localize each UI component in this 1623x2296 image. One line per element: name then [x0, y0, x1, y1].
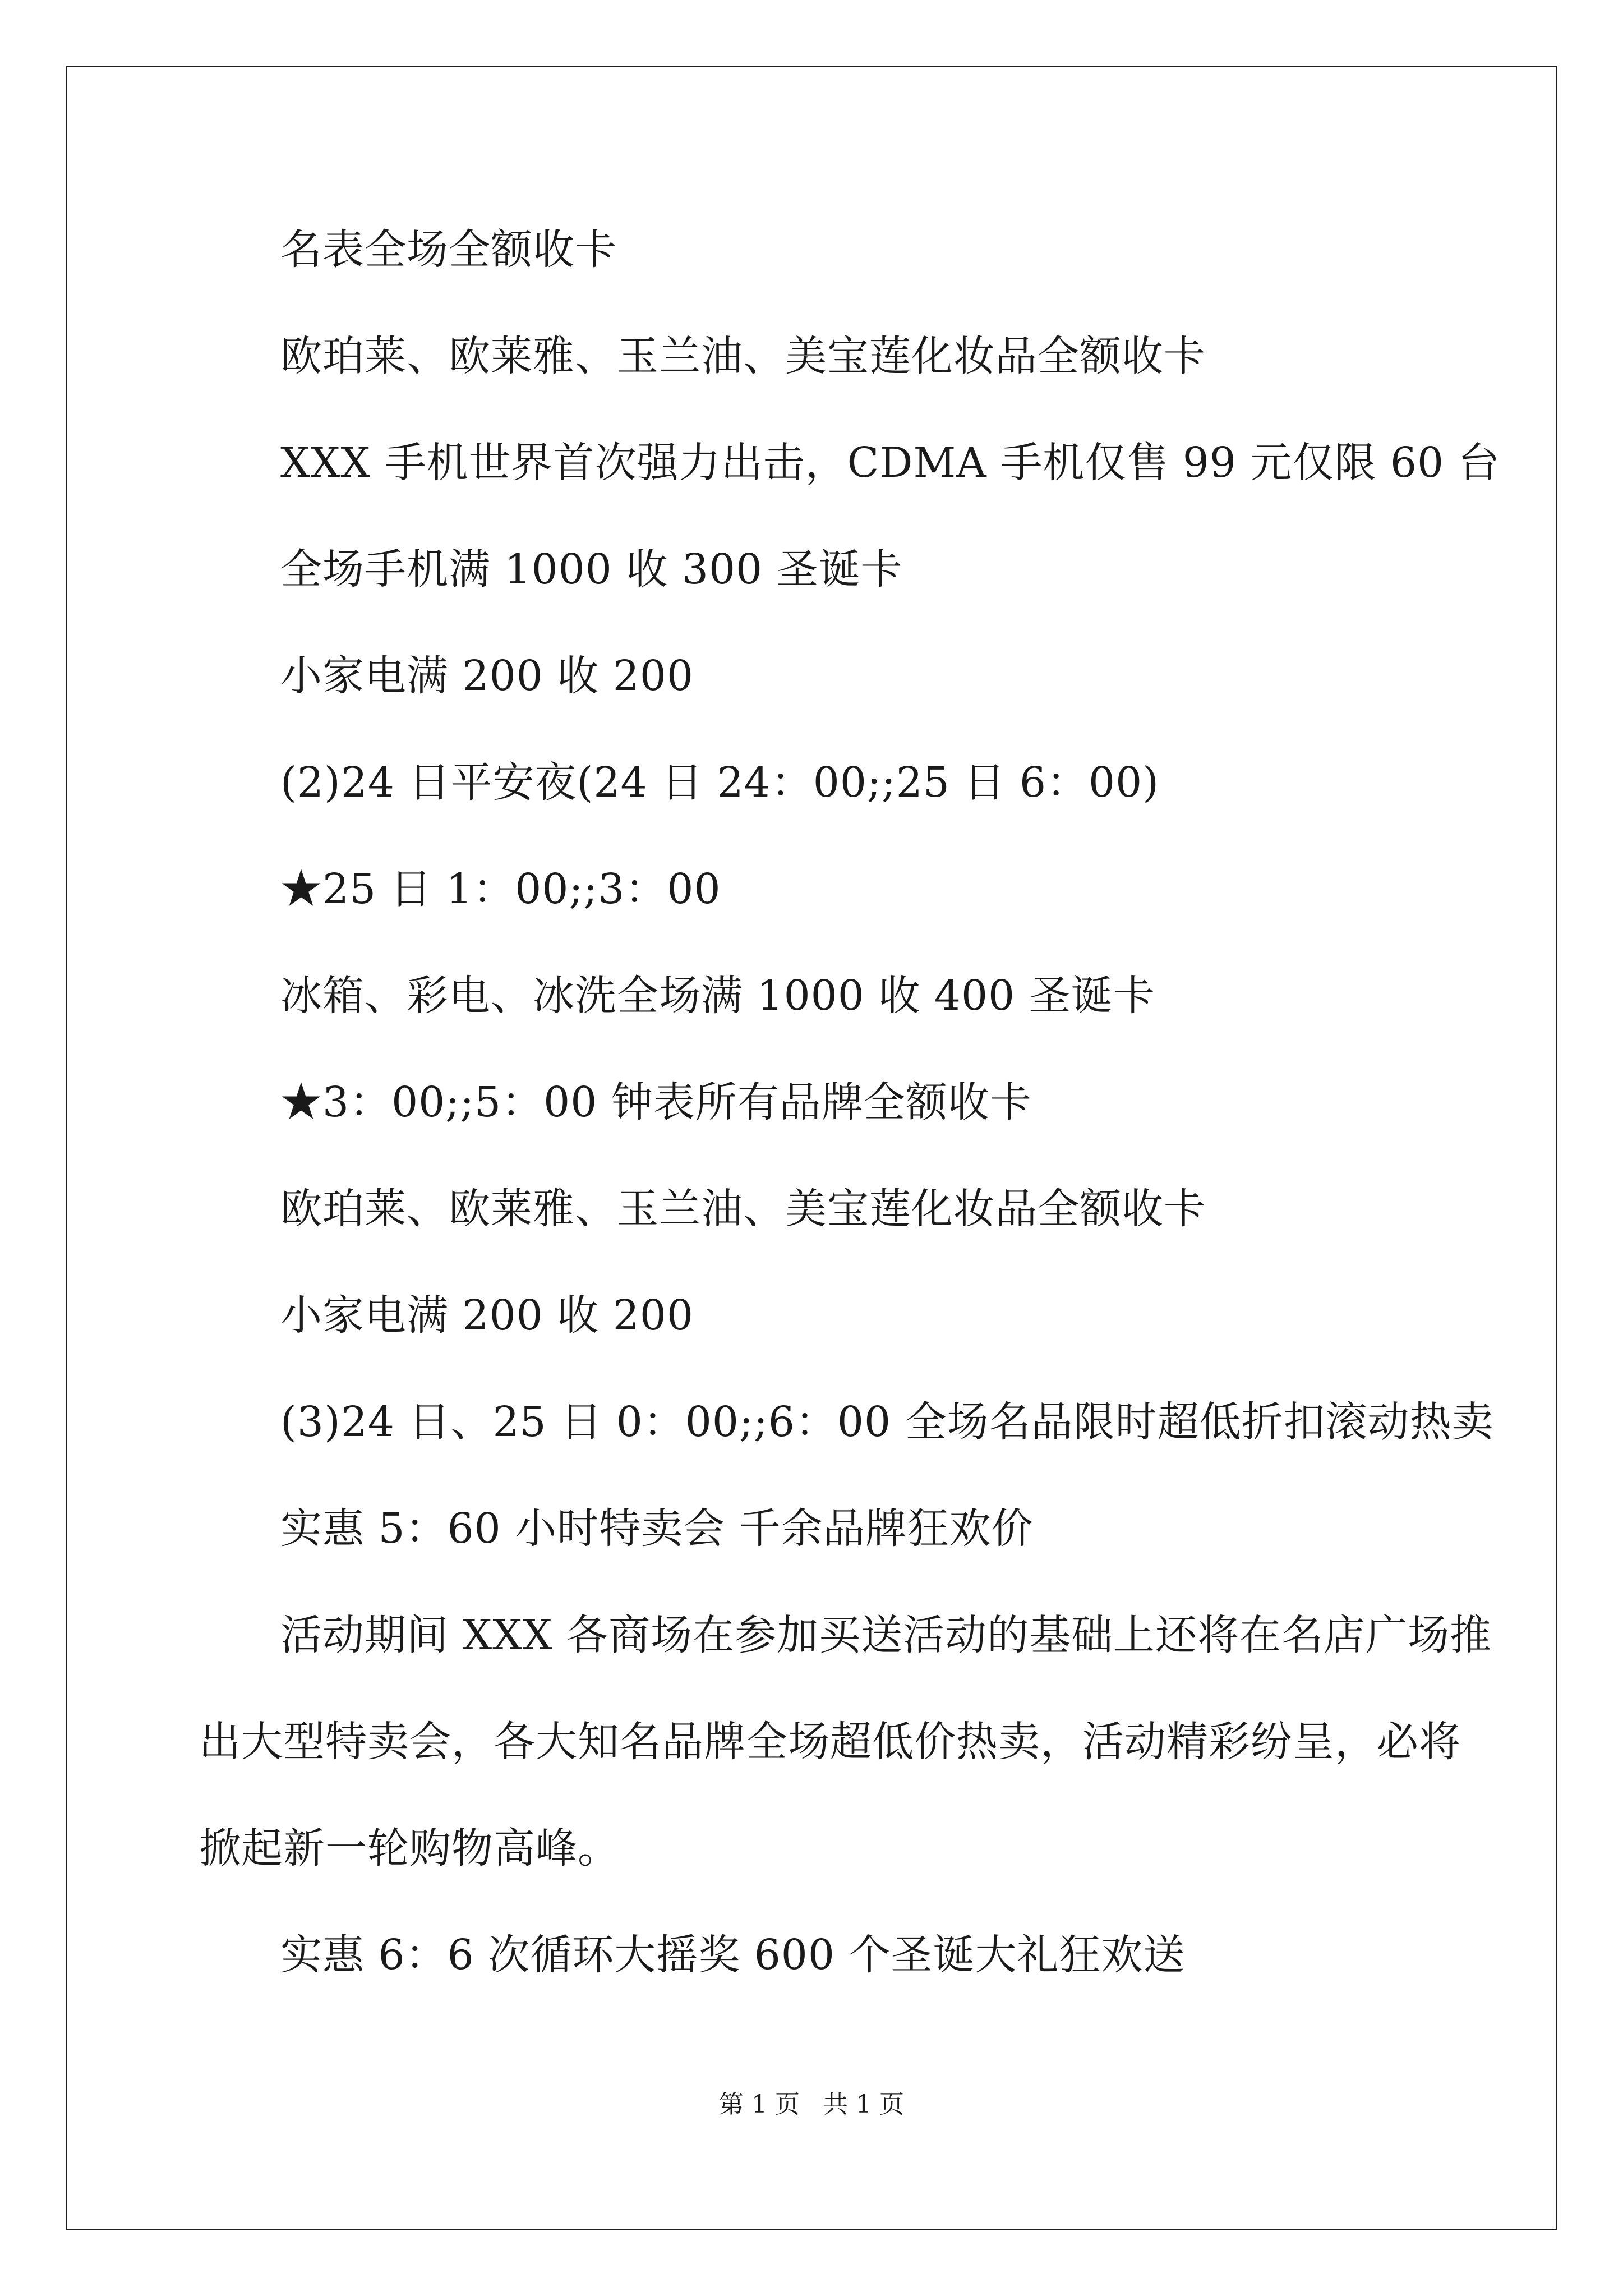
page-border [66, 66, 1557, 2230]
text-line-7: ★25 日 1：00;;3：00 [280, 865, 721, 913]
text-line-8: 冰箱、彩电、冰洗全场满 1000 收 400 圣诞卡 [280, 972, 1155, 1020]
text-line-17: 实惠 6：6 次循环大摇奖 600 个圣诞大礼狂欢送 [280, 1931, 1186, 1979]
page-footer: 第 1 页 共 1 页 [719, 2090, 904, 2119]
text-line-6: (2)24 日平安夜(24 日 24：00;;25 日 6：00) [280, 758, 1160, 807]
text-line-3: XXX 手机世界首次强力出击，CDMA 手机仅售 99 元仅限 60 台 [280, 439, 1500, 487]
text-line-1: 名表全场全额收卡 [280, 226, 617, 274]
text-line-15: 出大型特卖会，各大知名品牌全场超低价热卖，活动精彩纷呈，必将 [199, 1718, 1461, 1766]
text-line-9: ★3：00;;5：00 钟表所有品牌全额收卡 [280, 1078, 1032, 1126]
text-line-16: 掀起新一轮购物高峰。 [199, 1824, 620, 1872]
text-line-2: 欧珀莱、欧莱雅、玉兰油、美宝莲化妆品全额收卡 [280, 332, 1206, 380]
text-line-13: 实惠 5：60 小时特卖会 千余品牌狂欢价 [280, 1504, 1034, 1553]
text-line-10: 欧珀莱、欧莱雅、玉兰油、美宝莲化妆品全额收卡 [280, 1185, 1206, 1233]
text-line-12: (3)24 日、25 日 0：00;;6：00 全场名品限时超低折扣滚动热卖 [280, 1398, 1494, 1446]
text-line-4: 全场手机满 1000 收 300 圣诞卡 [280, 545, 903, 593]
text-line-14: 活动期间 XXX 各商场在参加买送活动的基础上还将在名店广场推 [280, 1611, 1492, 1659]
text-line-5: 小家电满 200 收 200 [280, 652, 694, 700]
text-line-11: 小家电满 200 收 200 [280, 1291, 694, 1340]
